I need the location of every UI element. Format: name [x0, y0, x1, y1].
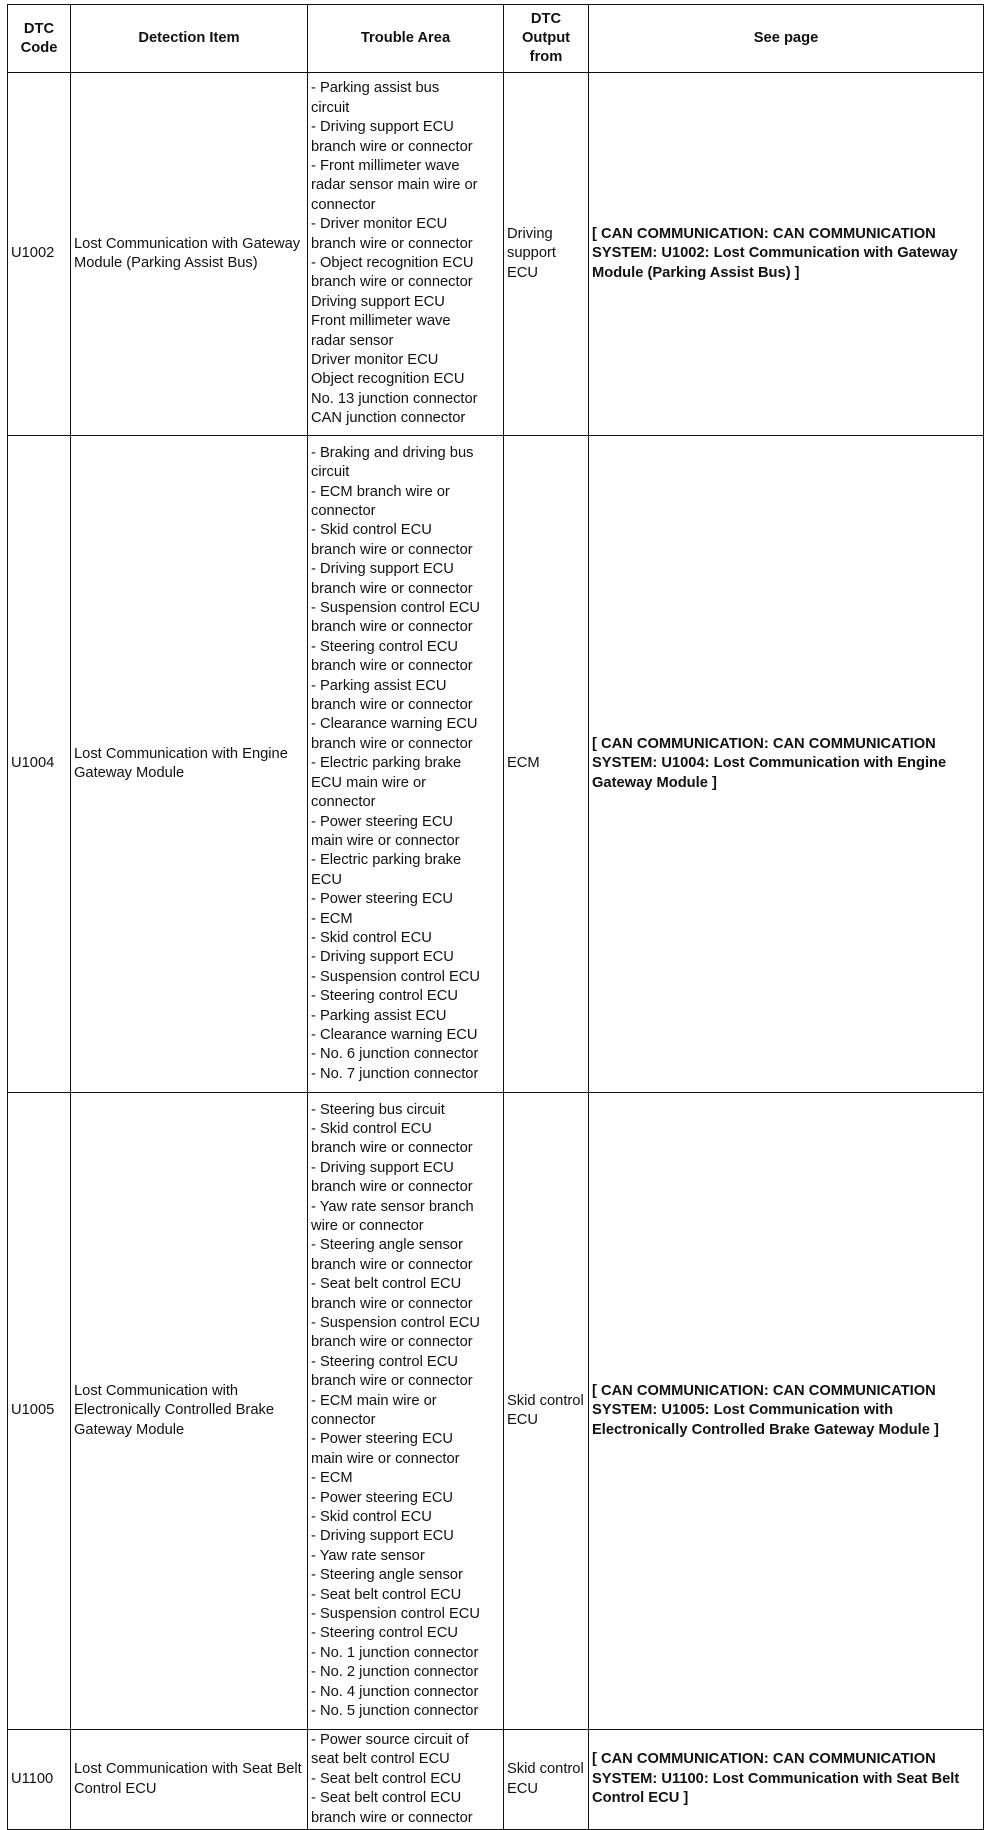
trouble-area-line: ECU main wire or	[311, 774, 427, 791]
trouble-area-line: circuit	[311, 464, 350, 481]
trouble-area-line: - Seat belt control ECU	[311, 1770, 462, 1787]
trouble-area-line: - Suspension control ECU	[311, 1606, 480, 1623]
trouble-area-line: - Steering control ECU	[311, 1625, 458, 1642]
trouble-area-line: - Steering angle sensor	[311, 1237, 463, 1254]
trouble-area	[308, 436, 504, 1093]
detection-item: Lost Communication with Engine Gateway Module	[71, 436, 308, 1093]
trouble-area-line: radar sensor main wire or	[311, 177, 478, 194]
trouble-area-line: - Suspension control ECU	[311, 1314, 480, 1331]
trouble-area-line: seat belt control ECU	[311, 1751, 450, 1768]
trouble-area-line: branch wire or connector	[311, 1179, 473, 1196]
header-dtc-code: DTC Code	[8, 5, 71, 73]
trouble-area-line: - Driving support ECU	[311, 949, 454, 966]
dtc-code: U1002	[8, 73, 71, 436]
trouble-area-line: - Power source circuit of	[311, 1731, 469, 1748]
dtc-code: U1100	[8, 1730, 71, 1830]
table-row	[8, 436, 984, 1093]
trouble-area-line: branch wire or connector	[311, 580, 473, 597]
trouble-area-line: - Parking assist ECU	[311, 677, 447, 694]
dtc-output-from: ECM	[504, 436, 589, 1093]
trouble-area-line: branch wire or connector	[311, 235, 473, 252]
trouble-area-line: - Yaw rate sensor	[311, 1547, 425, 1564]
trouble-area-line: - Clearance warning ECU	[311, 716, 478, 733]
trouble-area-line: - Braking and driving bus	[311, 444, 474, 461]
trouble-area-line: - Steering bus circuit	[311, 1101, 445, 1118]
trouble-area-line: circuit	[311, 99, 350, 116]
trouble-area-line: branch wire or connector	[311, 1809, 473, 1826]
trouble-area-line: - Electric parking brake	[311, 755, 462, 772]
trouble-area-line: - Parking assist bus	[311, 80, 440, 97]
detection-item: Lost Communication with Gateway Module (Parking Assist Bus)	[71, 73, 308, 436]
trouble-area-line: - Power steering ECU	[311, 1431, 454, 1448]
trouble-area-line: - Power steering ECU	[311, 813, 454, 830]
trouble-area-line: - Suspension control ECU	[311, 600, 480, 617]
trouble-area-line: - Skid control ECU	[311, 929, 432, 946]
dtc-code: U1005	[8, 1093, 71, 1730]
trouble-area-line: branch wire or connector	[311, 658, 473, 675]
trouble-area-line: - Yaw rate sensor branch	[311, 1198, 474, 1215]
trouble-area-line: - Steering control ECU	[311, 988, 458, 1005]
trouble-area-line: - Driving support ECU	[311, 119, 454, 136]
trouble-area-line: branch wire or connector	[311, 1334, 473, 1351]
table-row	[8, 1093, 984, 1730]
trouble-area-line: - Electric parking brake	[311, 852, 462, 869]
detection-item: Lost Communication with Electronically Controlled Brake Gateway Module	[71, 1093, 308, 1730]
trouble-area-line: Driver monitor ECU	[311, 352, 439, 369]
trouble-area-line: branch wire or connector	[311, 138, 473, 155]
table-row	[8, 1730, 984, 1830]
trouble-area-line: Front millimeter wave	[311, 313, 451, 330]
dtc-output-from: Skid control ECU	[504, 1730, 589, 1830]
trouble-area-line: - Seat belt control ECU	[311, 1790, 462, 1807]
trouble-area-line: - No. 5 junction connector	[311, 1703, 479, 1720]
trouble-area-line: connector	[311, 794, 376, 811]
trouble-area-line: ECU	[311, 871, 343, 888]
trouble-area-line: - ECM	[311, 1470, 353, 1487]
header-detection-item: Detection Item	[71, 5, 308, 73]
trouble-area-line: - Driving support ECU	[311, 561, 454, 578]
trouble-area-line: - Steering control ECU	[311, 638, 458, 655]
detection-item: Lost Communication with Seat Belt Control ECU	[71, 1730, 308, 1830]
see-page-link[interactable]: [ CAN COMMUNICATION: CAN COMMUNICATION SYSTEM: U1002: Lost Communication with Gateway Module (Parking Assist Bus) ]	[589, 73, 984, 436]
trouble-area-line: - Skid control ECU	[311, 1120, 432, 1137]
trouble-area-line: radar sensor	[311, 332, 394, 349]
trouble-area-line: - No. 2 junction connector	[311, 1664, 479, 1681]
trouble-area-line: branch wire or connector	[311, 697, 473, 714]
trouble-area-line: - ECM	[311, 910, 353, 927]
trouble-area-line: - Steering control ECU	[311, 1353, 458, 1370]
trouble-area-line: - Driver monitor ECU	[311, 216, 448, 233]
trouble-area-line: - Power steering ECU	[311, 1489, 454, 1506]
trouble-area-line: branch wire or connector	[311, 1256, 473, 1273]
trouble-area-line: - Driving support ECU	[311, 1528, 454, 1545]
see-page-link[interactable]: [ CAN COMMUNICATION: CAN COMMUNICATION SYSTEM: U1004: Lost Communication with Engine Gateway Module ]	[589, 436, 984, 1093]
trouble-area	[308, 1730, 504, 1830]
trouble-area-line: - Skid control ECU	[311, 1509, 432, 1526]
trouble-area-line: main wire or connector	[311, 832, 460, 849]
trouble-area-line: branch wire or connector	[311, 274, 473, 291]
trouble-area-line: - No. 7 junction connector	[311, 1065, 479, 1082]
trouble-area-line: main wire or connector	[311, 1450, 460, 1467]
trouble-area-line: No. 13 junction connector	[311, 390, 478, 407]
trouble-area	[308, 73, 504, 436]
table-row	[8, 73, 984, 436]
trouble-area-line: - Seat belt control ECU	[311, 1276, 462, 1293]
trouble-area-line: - ECM main wire or	[311, 1392, 437, 1409]
trouble-area-line: Driving support ECU	[311, 293, 445, 310]
trouble-area-line: - No. 1 junction connector	[311, 1644, 479, 1661]
header-row	[8, 5, 984, 73]
trouble-area-line: - Steering angle sensor	[311, 1567, 463, 1584]
trouble-area-line: CAN junction connector	[311, 410, 466, 427]
trouble-area-line: connector	[311, 503, 376, 520]
trouble-area-line: - ECM branch wire or	[311, 483, 450, 500]
trouble-area-line: - Object recognition ECU	[311, 255, 474, 271]
trouble-area	[308, 1093, 504, 1730]
trouble-area-line: connector	[311, 1412, 376, 1428]
see-page-link[interactable]: [ CAN COMMUNICATION: CAN COMMUNICATION SYSTEM: U1100: Lost Communication with Seat Belt Control ECU ]	[589, 1730, 984, 1830]
trouble-area-line: - Suspension control ECU	[311, 968, 480, 985]
trouble-area-line: branch wire or connector	[311, 619, 473, 636]
header-dtc-output: DTC Output from	[504, 5, 589, 73]
trouble-area-line: branch wire or connector	[311, 735, 473, 752]
trouble-area-line: - Clearance warning ECU	[311, 1026, 478, 1043]
trouble-area-line: Object recognition ECU	[311, 371, 465, 388]
trouble-area-line: - Front millimeter wave	[311, 157, 460, 174]
trouble-area-line: wire or connector	[311, 1217, 424, 1234]
trouble-area-line: - Skid control ECU	[311, 522, 432, 539]
dtc-output-from: Driving support ECU	[504, 73, 589, 436]
trouble-area-line: branch wire or connector	[311, 1140, 473, 1157]
trouble-area-line: - No. 4 junction connector	[311, 1683, 479, 1700]
header-trouble-area: Trouble Area	[308, 5, 504, 73]
dtc-table	[7, 4, 984, 1830]
trouble-area-line: - Seat belt control ECU	[311, 1586, 462, 1603]
see-page-link[interactable]: [ CAN COMMUNICATION: CAN COMMUNICATION SYSTEM: U1005: Lost Communication with Electronically Controlled Brake Gateway Module ]	[589, 1093, 984, 1730]
trouble-area-line: branch wire or connector	[311, 1295, 473, 1312]
trouble-area-line: branch wire or connector	[311, 541, 473, 558]
dtc-code: U1004	[8, 436, 71, 1093]
trouble-area-line: - Driving support ECU	[311, 1159, 454, 1176]
trouble-area-line: branch wire or connector	[311, 1373, 473, 1390]
trouble-area-line: - No. 6 junction connector	[311, 1046, 479, 1063]
trouble-area-line: - Parking assist ECU	[311, 1007, 447, 1024]
header-see-page: See page	[589, 5, 984, 73]
trouble-area-line: - Power steering ECU	[311, 891, 454, 908]
dtc-output-from: Skid control ECU	[504, 1093, 589, 1730]
trouble-area-line: connector	[311, 196, 376, 213]
